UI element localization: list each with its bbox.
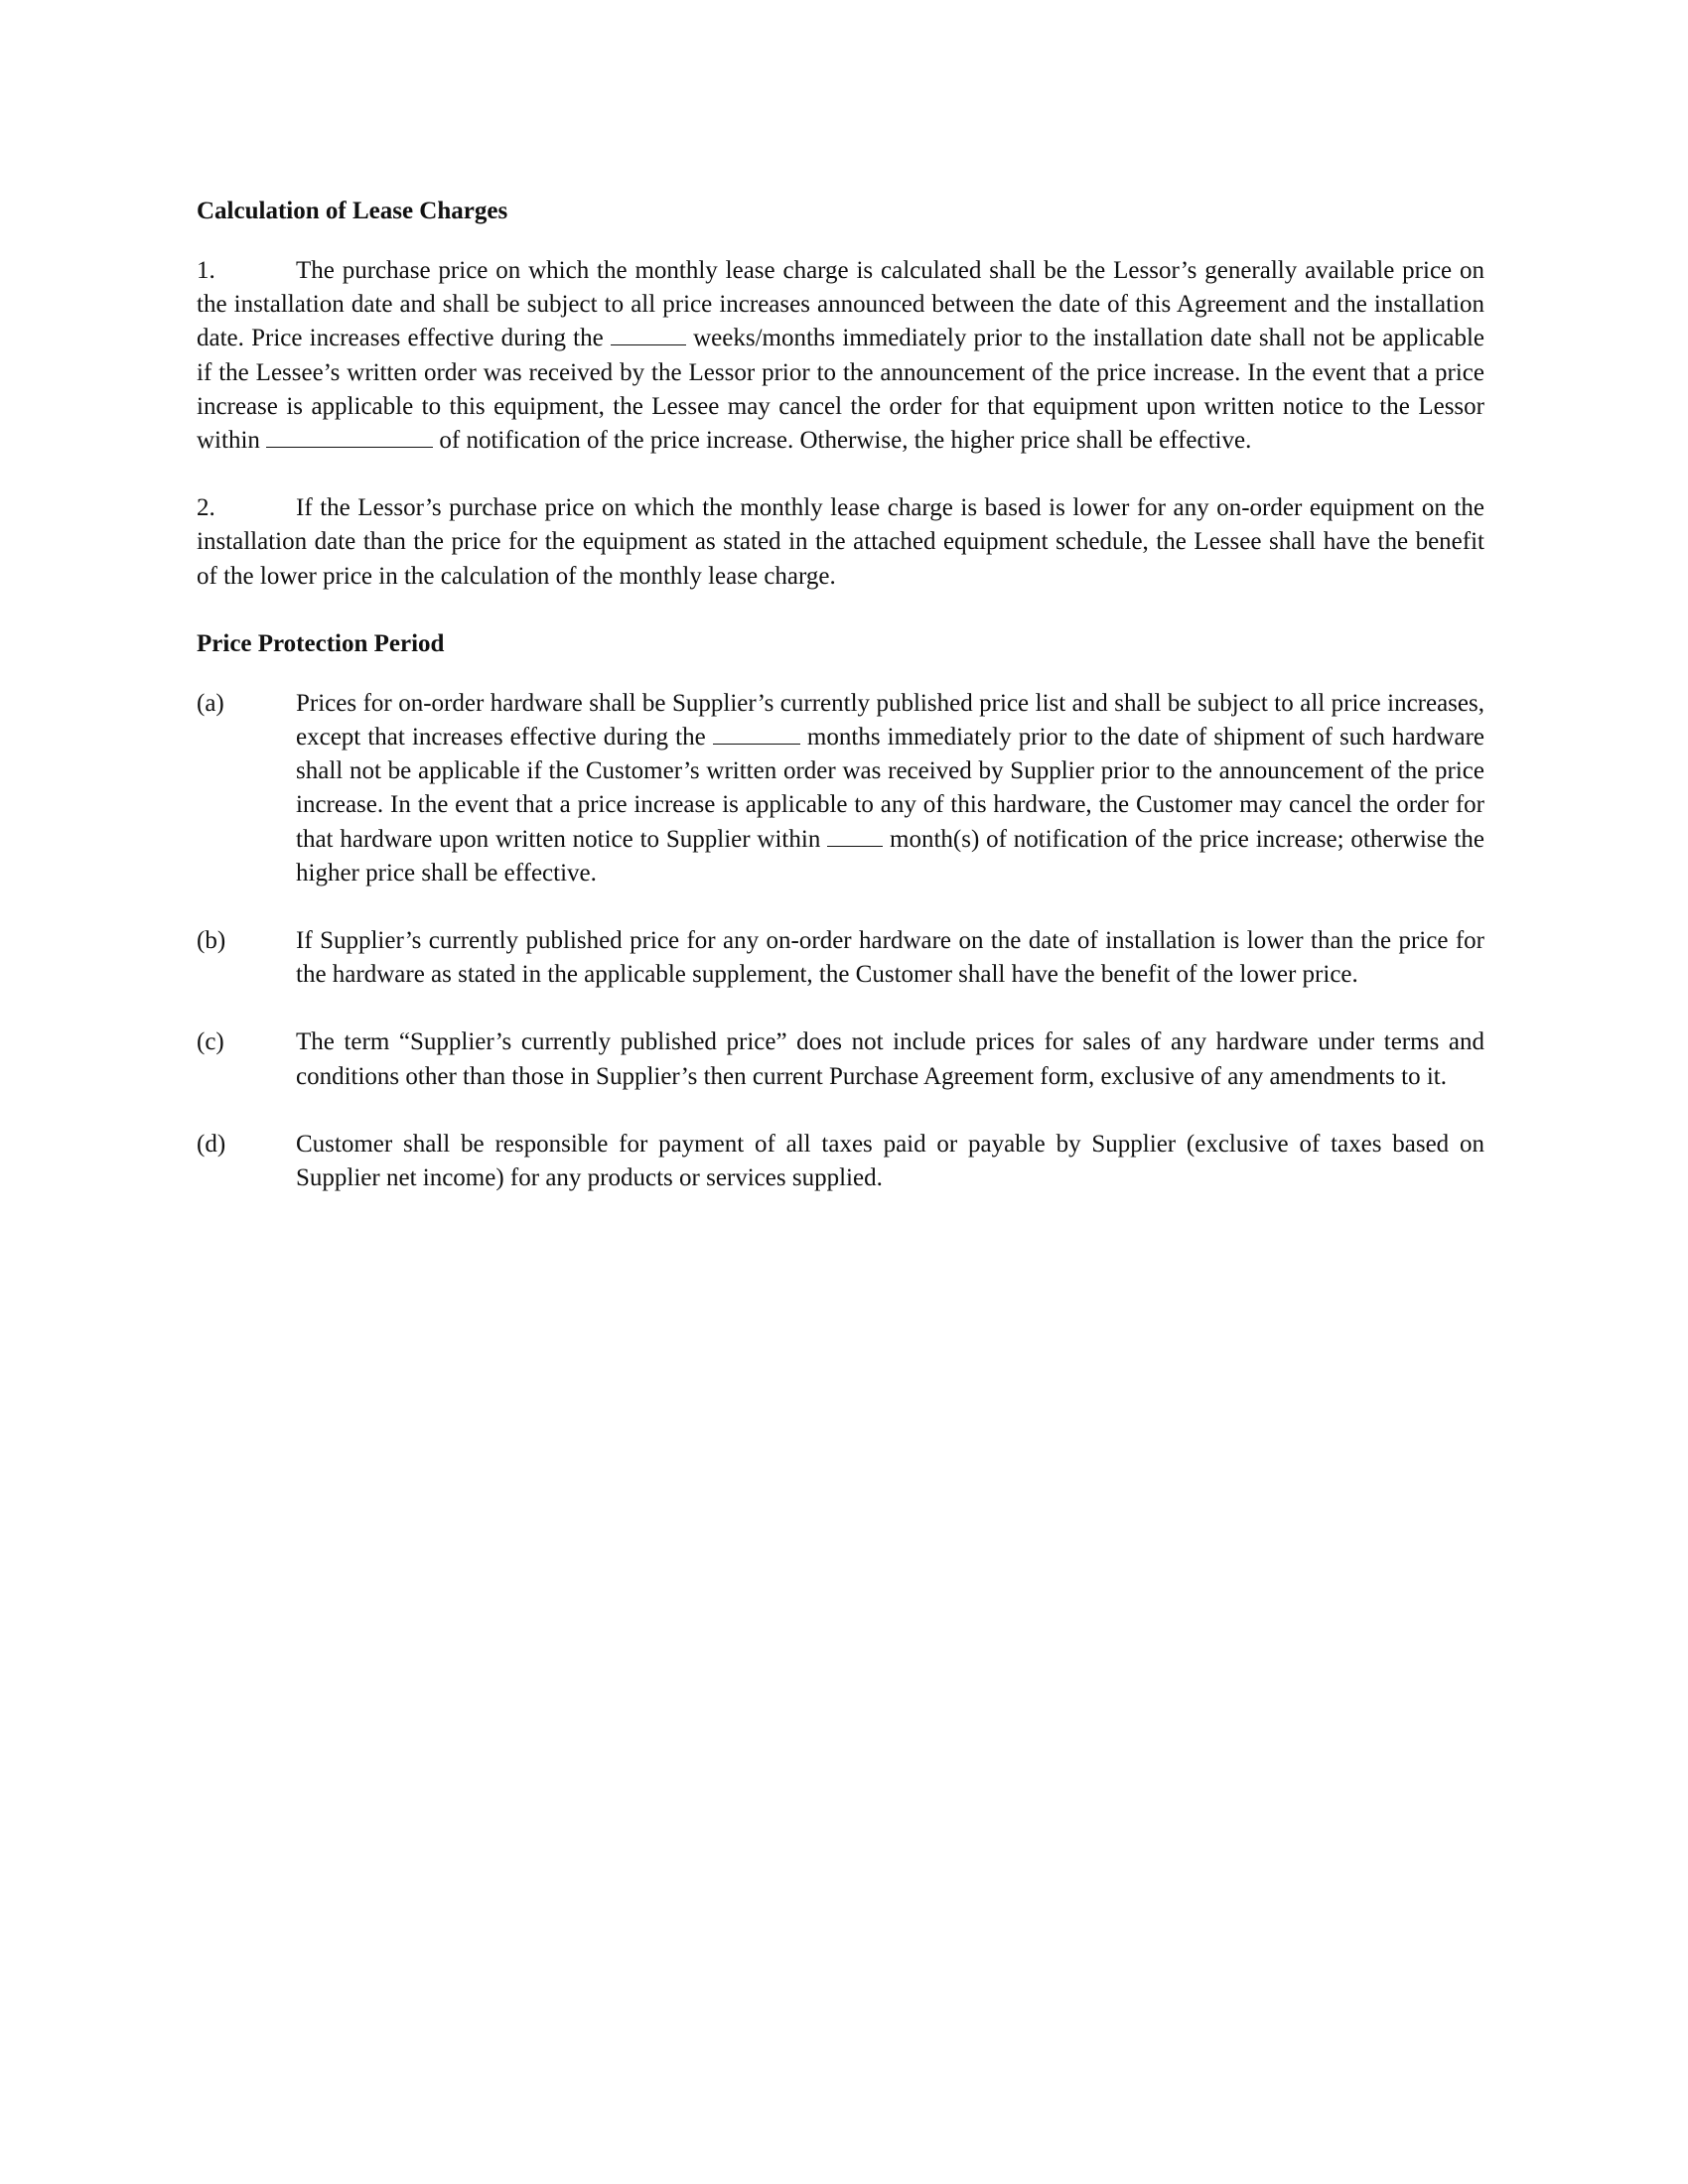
paragraph-text: of notification of the price increase. Otherwise, the higher price shall be effective. [433,427,1252,455]
fill-in-blank-period[interactable] [611,323,686,345]
fill-in-blank-months[interactable] [713,722,800,745]
document-page [197,195,1484,1229]
section-heading-lease-charges: Calculation of Lease Charges [197,198,508,224]
paragraph-text: weeks/months immediately prior to the installation date shall not be applicable if the Lessee’s written order was received by the Lessor prior to the announcement of the price increase. In the event that a price increase is applicable to this equipment, the Lessee may cancel the order for that equipment upon written notice to the Lessor within [197,325,1484,455]
item-label: (b) [197,927,226,955]
item-text-part: Prices for on-order hardware shall be Supplier’s currently published price list and shall be subject to all price increases, except that increases effective during the [296,689,1484,751]
fill-in-blank-notice-period[interactable] [266,425,433,448]
list-item-b [197,924,1484,992]
paragraph-text: The purchase price on which the monthly lease charge is calculated shall be the Lessor’s generally available price on the installation date and shall be subject to all price increases announced between the date of this Agreement and the installation date. Price increases effective during the [197,257,1484,352]
item-label: (c) [197,1028,224,1056]
item-text-part: month(s) of notification of the price increase; otherwise the higher price shall be effective. [296,825,1484,887]
item-label: (a) [197,689,224,717]
list-item-c [197,1025,1484,1093]
paragraph-number: 2. [197,494,215,522]
paragraph-text: If the Lessor’s purchase price on which the monthly lease charge is based is lower for any on-order equipment on the installation date than the price for the equipment as stated in the attached equipment schedule, the Lessee shall have the benefit of the lower price in the calculation of the monthly lease charge. [197,494,1484,590]
fill-in-blank-cancel-months[interactable] [827,824,883,847]
item-text [296,687,1484,890]
item-text: Customer shall be responsible for payment of all taxes paid or payable by Supplier (exclusive of taxes based on Supplier net income) for any products or services supplied. [296,1130,1484,1192]
paragraph-number: 1. [197,257,215,284]
item-label: (d) [197,1130,226,1158]
section-heading-price-protection: Price Protection Period [197,629,445,657]
item-text-part: months immediately prior to the date of shipment of such hardware shall not be applicable if the Customer’s written order was received by Supplier prior to the announcement of the price increase. In the event that a price increase is applicable to any of this hardware, the Customer may cancel the order for that hardware upon written notice to Supplier within [296,724,1485,853]
list-item-a [197,687,1484,890]
paragraph-1 [197,254,1484,458]
paragraph-2 [197,491,1484,594]
item-text: The term “Supplier’s currently published price” does not include prices for sales of any hardware under terms and conditions other than those in Supplier’s then current Purchase Agreement form, exclusive of any amendments to it. [296,1028,1484,1090]
list-item-d [197,1128,1484,1195]
item-text: If Supplier’s currently published price for any on-order hardware on the date of installation is lower than the price for the hardware as stated in the applicable supplement, the Customer shall have the benefit of the lower price. [296,927,1484,989]
